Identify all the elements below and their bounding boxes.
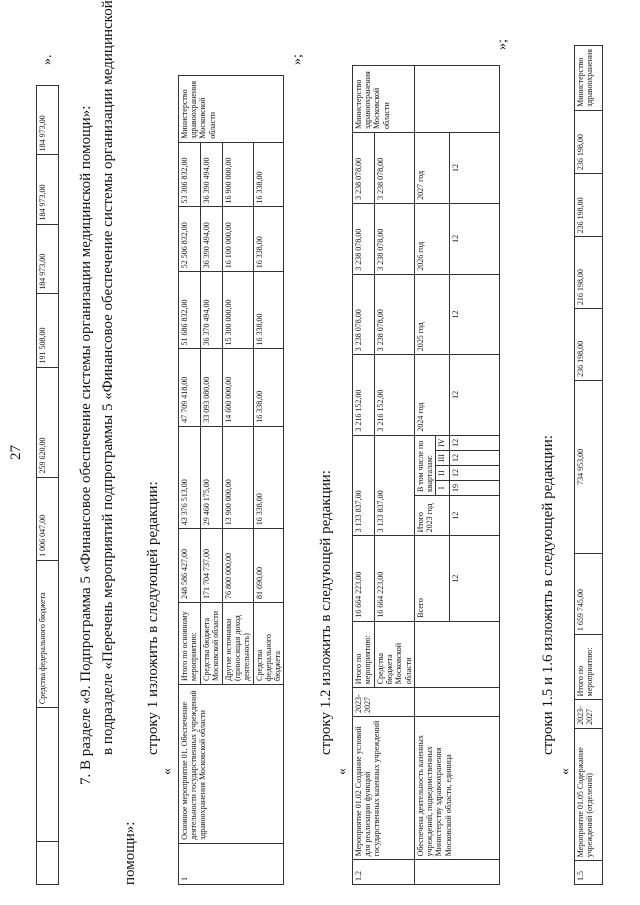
header-2025: 2025 год [415, 274, 450, 354]
value-cell: 14 600 000,00 [223, 349, 254, 426]
value-cell: 3 133 837,00 [353, 435, 375, 536]
value-cell: 81 690,00 [253, 529, 284, 603]
header-total: Всего [415, 536, 450, 621]
value-cell: 259 620,00 [37, 367, 59, 477]
row15-table [574, 45, 603, 885]
value-cell: 3 238 078,00 [353, 274, 375, 354]
value-cell: 43 376 513,00 [179, 426, 201, 528]
quarter-header: II [436, 466, 450, 481]
header-2026: 2026 год [415, 203, 450, 274]
header-2024: 2024 год [415, 355, 450, 435]
value-cell: 216 198,00 [575, 237, 603, 309]
source-label: Итого по основному мероприятию: [179, 602, 201, 684]
responsible: Министерство здравоохранения Московской области [179, 76, 284, 143]
row-number: 1.5 [575, 861, 603, 885]
header-quarters: В том числе по кварталам: [415, 435, 436, 495]
section-subheading-cont: помощи»: [122, 821, 138, 885]
value-cell: 236 198,00 [575, 110, 603, 173]
value-cell: 53 306 832,00 [179, 142, 201, 207]
row12-table [352, 65, 500, 885]
value-cell: 236 198,00 [575, 309, 603, 381]
empty-cell [415, 66, 500, 133]
value-cell: 36 390 494,00 [201, 207, 223, 272]
value-cell: 3 238 078,00 [353, 203, 375, 274]
quarter-header: IV [436, 435, 450, 450]
year-value: 12 [450, 203, 500, 274]
years: 2023-2027 [353, 688, 415, 717]
empty-cell [415, 621, 500, 687]
value-cell: 171 704 737,00 [201, 529, 223, 603]
quarter-value: 12 [450, 466, 500, 481]
page-number: 27 [8, 445, 24, 460]
responsible: Министерство здравоохранения [575, 46, 603, 111]
header-2027: 2027 год [415, 133, 450, 204]
row1-heading: строку 1 изложить в следующей редакции: [145, 481, 161, 755]
total-cell: 16 664 223,00 [353, 536, 375, 621]
value-cell: 16 900 000,00 [223, 142, 254, 207]
value-cell: 3 238 078,00 [375, 133, 415, 204]
line-label: Итого по мероприятию: [353, 621, 375, 687]
closing-quote: »; [495, 39, 510, 50]
value-cell: 16 338,00 [253, 272, 284, 349]
source-label: Средства бюджета Московской области [201, 602, 223, 684]
line-label: Итого по мероприятию: [575, 635, 603, 700]
value-cell: 3 238 078,00 [353, 133, 375, 204]
empty-cell [415, 688, 500, 717]
value-cell: 236 198,00 [575, 174, 603, 237]
quarter-value: 12 [450, 435, 500, 450]
closing-quote: »; [290, 54, 305, 65]
value-cell: 36 370 494,00 [201, 272, 223, 349]
total-cell: 1 659 745,00 [575, 553, 603, 634]
value-cell: 3 133 837,00 [375, 435, 415, 536]
value-cell: 734 953,00 [575, 380, 603, 553]
quarter-value: 12 [450, 451, 500, 466]
line-label: Средства бюджета Московской области [375, 621, 415, 687]
value-cell: 47 709 418,00 [179, 349, 201, 426]
value-cell: 52 506 832,00 [179, 207, 201, 272]
value-cell: 3 216 152,00 [353, 355, 375, 435]
total-value: 12 [450, 536, 500, 621]
value-cell: 36 390 494,00 [201, 142, 223, 207]
empty-cell [37, 708, 59, 842]
measure-name: Мероприятие 01.02 Создание условий для реализации функций государственных казенных учреждений [353, 717, 415, 860]
measure-name: Основное мероприятие 01. Обеспечение деятельности государственных учреждений здравоохранения Московской области [179, 684, 284, 843]
value-cell: 16 100 000,00 [223, 207, 254, 272]
value-cell: 16 338,00 [253, 142, 284, 207]
closing-quote: ». [40, 54, 55, 65]
result-name: Обеспечена деятельность казенных учреждений, подведомственных Министерству здравоохранения Московской области, единица [415, 717, 500, 860]
header-itogo: Итого 2023 год [415, 496, 450, 536]
value-cell: 191 508,00 [37, 293, 59, 367]
empty-cell [37, 841, 59, 884]
value-cell: 184 973,00 [37, 155, 59, 224]
value-cell: 184 973,00 [37, 86, 59, 155]
year-value: 12 [450, 274, 500, 354]
responsible: Министерство здравоохранения Московской области [353, 66, 415, 133]
quarter-value: 19 [450, 481, 500, 496]
quarter-header: I [436, 481, 450, 496]
value-cell: 3 238 078,00 [375, 274, 415, 354]
total-cell: 16 664 223,00 [375, 536, 415, 621]
source-label: Другие источники (приносящая доход деятельность) [223, 602, 254, 684]
year-value: 12 [450, 355, 500, 435]
year-value: 12 [450, 133, 500, 204]
years: 2023-2027 [575, 700, 603, 728]
value-cell: 16 338,00 [253, 349, 284, 426]
rows15-heading: строки 1.5 и 1.6 изложить в следующей редакции: [540, 435, 556, 755]
quarter-header: III [436, 451, 450, 466]
row12-heading: строку 1.2 изложить в следующей редакции: [318, 470, 334, 755]
value-cell: 33 093 080,00 [201, 349, 223, 426]
empty-cell [415, 860, 500, 885]
value-cell: 1 006 047,00 [37, 477, 59, 560]
value-cell: 15 300 000,00 [223, 272, 254, 349]
value-cell: 51 686 832,00 [179, 272, 201, 349]
row-number: 1 [179, 843, 284, 884]
value-cell: 76 800 000,00 [223, 529, 254, 603]
opening-quote: « [558, 768, 573, 775]
value-cell: 3 216 152,00 [375, 355, 415, 435]
source-label: Средства федерального бюджета [37, 560, 59, 707]
section-subheading: в подразделе «Перечень мероприятий подпрограммы 5 «Финансовое обеспечение системы организации медицинской [100, 0, 116, 755]
value-cell: 3 238 078,00 [375, 203, 415, 274]
value-cell: 248 586 427,00 [179, 529, 201, 603]
itogo-value: 12 [450, 496, 500, 536]
value-cell: 16 338,00 [253, 207, 284, 272]
row-number: 1.2 [353, 860, 415, 885]
source-label: Средства федерального бюджета [253, 602, 284, 684]
top-continuation-table [36, 85, 59, 885]
opening-quote: « [335, 768, 350, 775]
value-cell: 13 900 000,00 [223, 426, 254, 528]
value-cell: 29 460 175,00 [201, 426, 223, 528]
section-heading: 7. В разделе «9. Подпрограмма 5 «Финансовое обеспечение системы организации медицинской помощи»: [78, 105, 94, 785]
row1-table [178, 75, 284, 885]
value-cell: 16 338,00 [253, 426, 284, 528]
opening-quote: « [160, 768, 175, 775]
value-cell: 184 973,00 [37, 224, 59, 293]
measure-name: Мероприятие 01.05 Содержание учреждений (отделений) [575, 728, 603, 860]
